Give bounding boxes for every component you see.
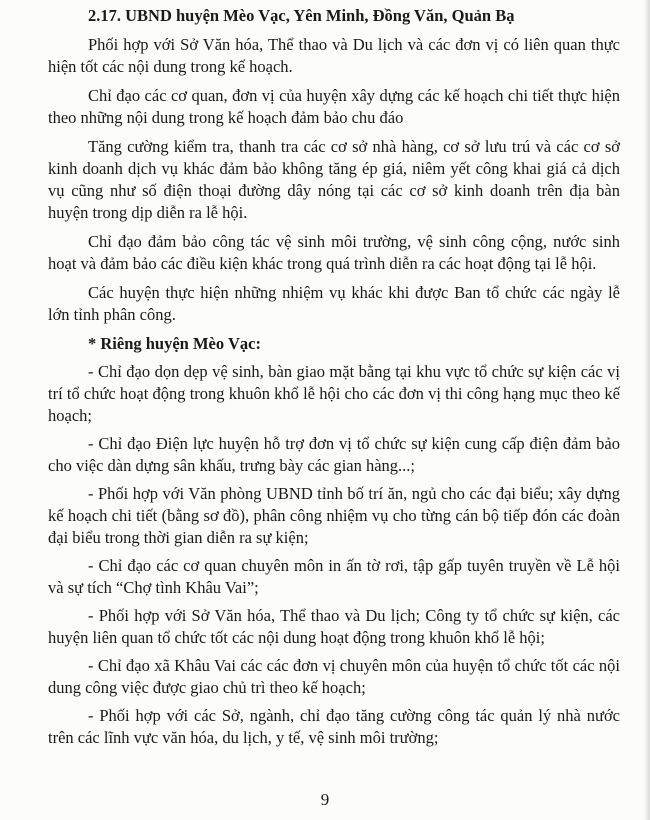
bullet-item: - Chỉ đạo xã Khâu Vai các các đơn vị chuyên môn của huyện tổ chức tốt các nội dung công việc được giao chủ trì theo kế hoạch; — [48, 656, 620, 697]
paragraph: Chỉ đạo đảm bảo công tác vệ sinh môi trường, vệ sinh công cộng, nước sinh hoạt và đảm bảo các điều kiện khác trong quá trình diễn ra các hoạt động tại lễ hội. — [48, 232, 620, 273]
bullet-item: - Phối hợp với Sở Văn hóa, Thể thao và Du lịch; Công ty tổ chức sự kiện, các huyện liên quan tổ chức tốt các nội dung hoạt động trong khuôn khổ lễ hội; — [48, 606, 620, 647]
paragraph: Chỉ đạo các cơ quan, đơn vị của huyện xây dựng các kế hoạch chi tiết thực hiện theo những nội dung trong kế hoạch đảm bảo chu đáo — [48, 86, 620, 127]
bullet-item: - Chỉ đạo dọn dẹp vệ sinh, bàn giao mặt bằng tại khu vực tổ chức sự kiện các vị trí tổ chức hoạt động trong khuôn khổ lễ hội cho các đơn vị thi công hạng mục theo kế hoạch; — [48, 362, 620, 425]
page-number: 9 — [320, 790, 330, 809]
paragraph: Phối hợp với Sở Văn hóa, Thể thao và Du lịch và các đơn vị có liên quan thực hiện tốt các nội dung trong kế hoạch. — [48, 35, 620, 76]
bullet-item: - Phối hợp với Văn phòng UBND tỉnh bố trí ăn, ngủ cho các đại biểu; xây dựng kế hoạch chi tiết (bằng sơ đồ), phân công nhiệm vụ cho từng cán bộ tiếp đón các đoàn đại biểu trong thời gian diễn ra sự kiện; — [48, 484, 620, 547]
paragraph: Các huyện thực hiện những nhiệm vụ khác khi được Ban tổ chức các ngày lễ lớn tỉnh phân công. — [48, 283, 620, 324]
section-heading: 2.17. UBND huyện Mèo Vạc, Yên Minh, Đồng Văn, Quản Bạ — [88, 6, 515, 25]
paragraph: Tăng cường kiểm tra, thanh tra các cơ sở nhà hàng, cơ sở lưu trú và các cơ sở kinh doanh dịch vụ khác đảm bảo không tăng ép giá, niêm yết công khai giá cả dịch vụ cũng như số điện thoại đường dây nóng tại các cơ sở kinh doanh trên địa bàn huyện trong dịp diễn ra lễ hội. — [48, 137, 620, 222]
bullet-item: - Phối hợp với các Sở, ngành, chỉ đạo tăng cường công tác quản lý nhà nước trên các lĩnh vực văn hóa, du lịch, y tế, vệ sinh môi trường; — [48, 706, 620, 747]
subheading: * Riêng huyện Mèo Vạc: — [88, 334, 261, 353]
bullet-item: - Chỉ đạo các cơ quan chuyên môn in ấn tờ rơi, tập gấp tuyên truyền về Lễ hội và sự tích “Chợ tình Khâu Vai”; — [48, 556, 620, 597]
bullet-item: - Chỉ đạo Điện lực huyện hỗ trợ đơn vị tổ chức sự kiện cung cấp điện đảm bảo cho việc dàn dựng sân khấu, trưng bày các gian hàng...; — [48, 434, 620, 475]
